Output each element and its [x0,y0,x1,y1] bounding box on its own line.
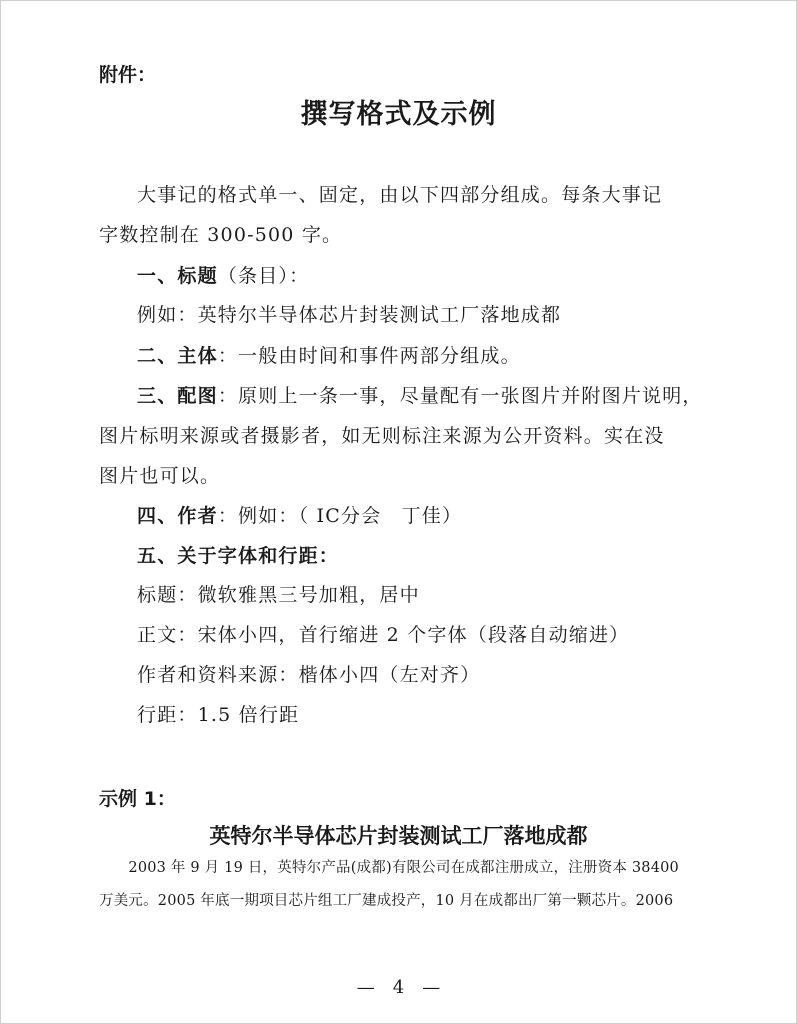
section3-rest: ：原则上一条一事，尽量配有一张图片并附图片说明， [217,385,703,407]
example-title: 英特尔半导体芯片封装测试工厂落地成都 [209,824,588,848]
main-title: 撰写格式及示例 [300,99,497,130]
section2-heading: 二、主体 [137,345,218,367]
section5-item-title: 标题：微软雅黑三号加粗，居中 [137,584,420,606]
intro-line-1: 大事记的格式单一、固定，由以下四部分组成。每条大事记 [137,184,663,206]
example-line-1: 2003 年 9 月 19 日，英特尔产品(成都)有限公司在成都注册成立，注册资本 38400 [99,860,679,876]
section1-example: 例如：英特尔半导体芯片封装测试工厂落地成都 [137,304,562,326]
section5-item-body: 正文：宋体小四，首行缩进 2 个字体（段落自动缩进） [137,624,630,646]
section1-line [137,261,309,288]
section4-heading: 四、作者 [137,505,218,527]
section2-rest: ：一般由时间和事件两部分组成。 [217,345,521,367]
example-line-2: 万美元。2005 年底一期项目芯片组工厂建成投产，10 月在成都出厂第一颗芯片。2006 [99,893,674,909]
section3-heading: 三、配图 [137,385,218,407]
section1-rest: （条目）： [217,265,310,287]
example-label: 示例 1： [99,788,176,810]
section1-heading: 一、标题 [137,265,218,287]
section3-line-3: 图片也可以。 [99,465,221,487]
section4-line [137,501,462,528]
section5-item-spacing: 行距：1.5 倍行距 [137,704,300,726]
section3-line-2: 图片标明来源或者摄影者，如无则标注来源为公开资料。实在没 [99,425,665,447]
section2-line [137,341,521,368]
attachment-label: 附件： [99,64,157,86]
intro-line-2: 字数控制在 300-500 字。 [99,224,343,246]
section3-line-1 [137,381,703,408]
page-number: — 4 — [356,977,441,998]
section4-rest: ：例如：（ IC分会 丁佳） [217,505,463,527]
section5-heading: 五、关于字体和行距： [137,545,340,567]
section5-item-author: 作者和资料来源：楷体小四（左对齐） [137,664,481,686]
